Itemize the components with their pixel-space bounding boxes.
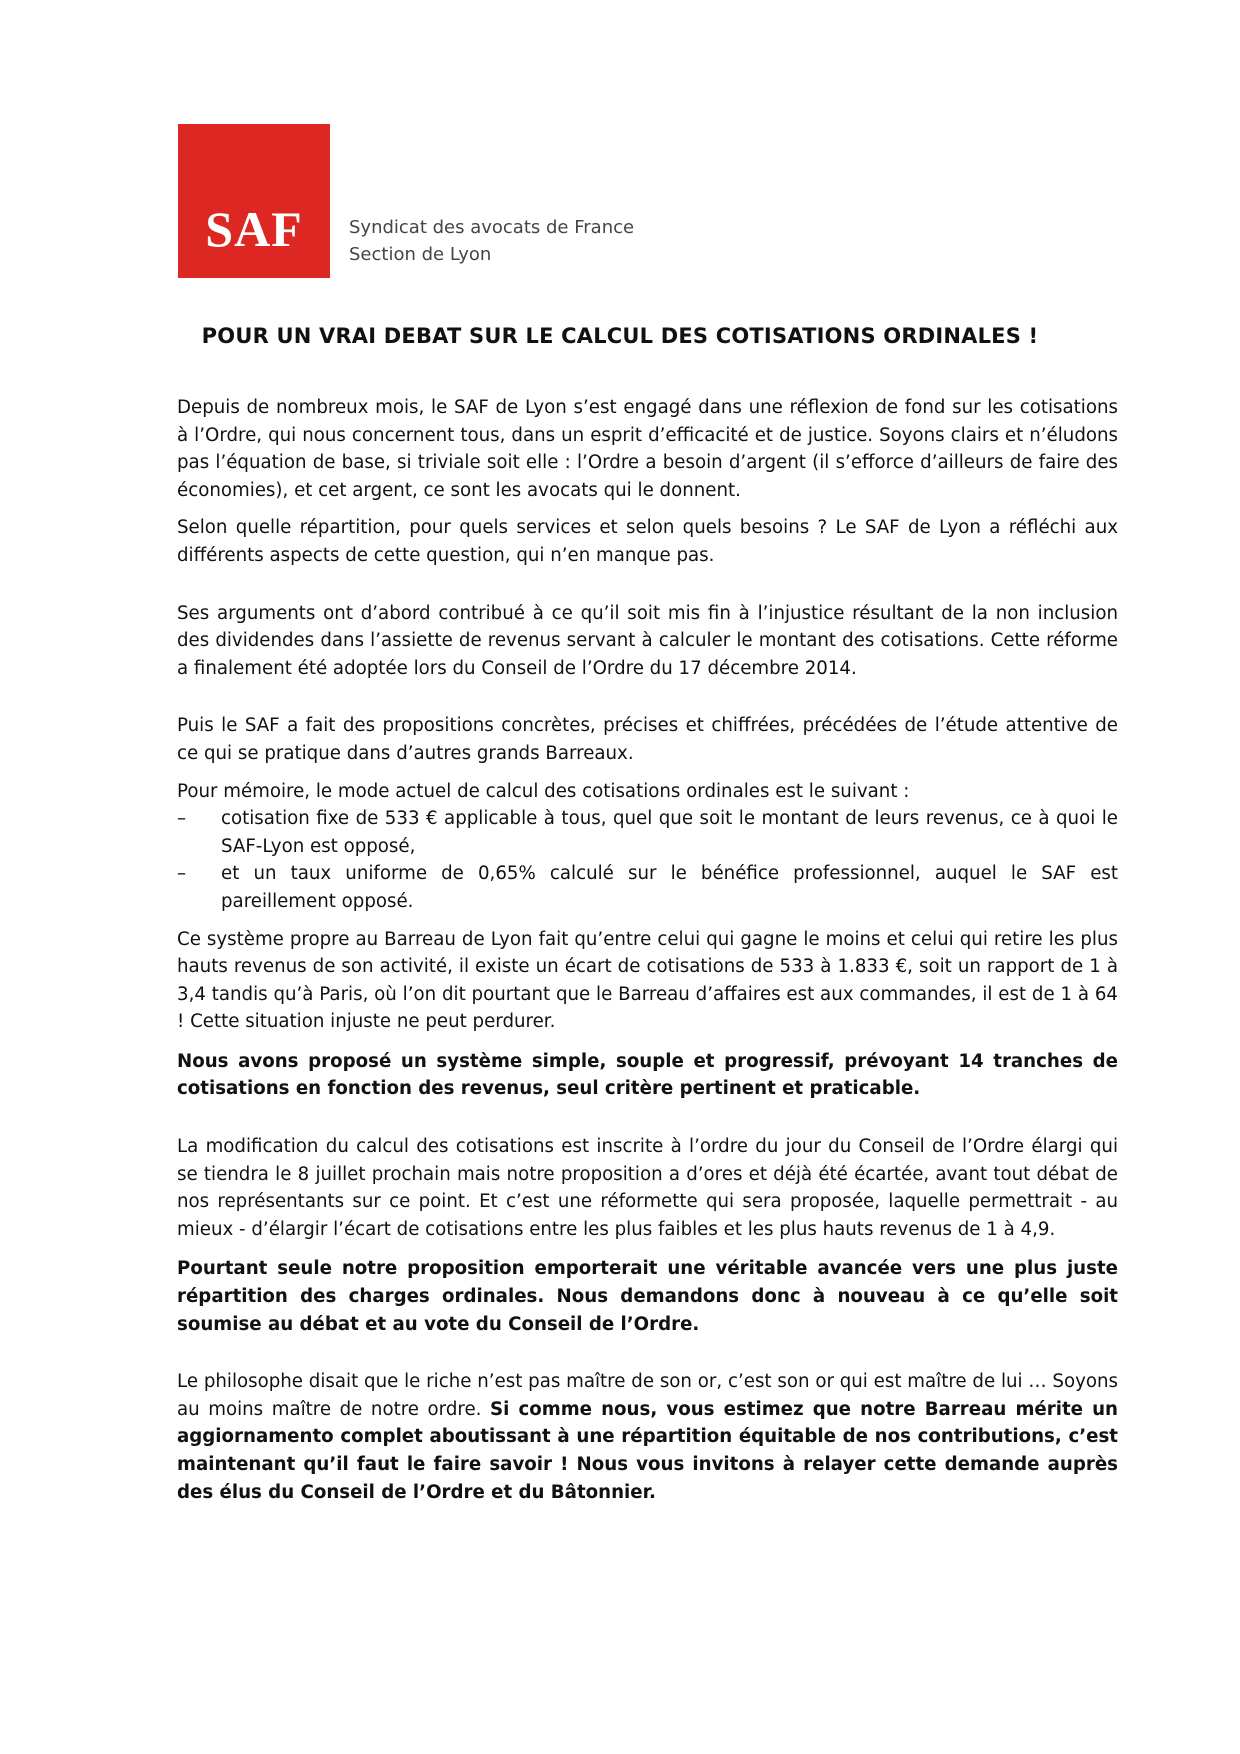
document-body bbox=[177, 394, 1118, 1506]
paragraph-1: Depuis de nombreux mois, le SAF de Lyon s’est engagé dans une réflexion de fond sur les cotisations à l’Ordre, qui nous concernent tous, dans un esprit d’efficacité et de justice. Soyons clairs et n’éludons pas l’équation de base, si triviale soit elle : l’Ordre a besoin d’argent (il s’efforce d’ailleurs de faire des économies), et cet argent, ce sont les avocats qui le donnent. bbox=[177, 397, 1118, 501]
list-dash: – bbox=[177, 863, 187, 885]
paragraph-7: Nous avons proposé un système simple, souple et progressif, prévoyant 14 tranches de cotisations en fonction des revenus, seul critère pertinent et praticable. bbox=[177, 1050, 1118, 1100]
paragraph-10 bbox=[177, 1368, 1118, 1506]
paragraph-6: Ce système propre au Barreau de Lyon fait qu’entre celui qui gagne le moins et celui qui retire les plus hauts revenus de son activité, il existe un écart de cotisations de 533 à 1.833 €, soit un rapport de 1 à 3,4 tandis qu’à Paris, où l’on dit pourtant que le Barreau d’affaires est aux commandes, il est de 1 à 64 ! Cette situation injuste ne peut perdurer. bbox=[177, 928, 1118, 1033]
organization-section: Section de Lyon bbox=[349, 244, 492, 265]
document-title: POUR UN VRAI DEBAT SUR LE CALCUL DES COTISATIONS ORDINALES ! bbox=[201, 324, 1039, 348]
list-item bbox=[177, 860, 1118, 915]
saf-logo bbox=[178, 124, 330, 278]
saf-logo-text: SAF bbox=[205, 201, 303, 257]
paragraph-4: Puis le SAF a fait des propositions concrètes, précises et chiffrées, précédées de l’étude attentive de ce qui se pratique dans d’autres grands Barreaux. bbox=[177, 715, 1118, 764]
paragraph-3: Ses arguments ont d’abord contribué à ce qu’il soit mis fin à l’injustice résultant de la non inclusion des dividendes dans l’assiette de revenus servant à calculer le montant des cotisations. Cette réforme a finalement été adoptée lors du Conseil de l’Ordre du 17 décembre 2014. bbox=[177, 602, 1118, 679]
paragraph-5: Pour mémoire, le mode actuel de calcul des cotisations ordinales est le suivant : bbox=[177, 780, 910, 802]
organization-block bbox=[349, 214, 634, 268]
list-item bbox=[177, 805, 1118, 860]
list-item-text: cotisation fixe de 533 € applicable à tous, quel que soit le montant de leurs revenus, ce à quoi le SAF-Lyon est opposé, bbox=[221, 808, 1118, 857]
organization-name: Syndicat des avocats de France bbox=[349, 217, 635, 238]
paragraph-8: La modification du calcul des cotisations est inscrite à l’ordre du jour du Conseil de l’Ordre élargi qui se tiendra le 8 juillet prochain mais notre proposition a d’ores et déjà été écartée, avant tout débat de nos représentants sur ce point. Et c’est une réformette qui sera proposée, laquelle permettrait - au mieux - d’élargir l’écart de cotisations entre les plus faibles et les plus hauts revenus de 1 à 4,9. bbox=[177, 1136, 1118, 1240]
paragraph-2: Selon quelle répartition, pour quels services et selon quels besoins ? Le SAF de Lyon a réfléchi aux différents aspects de cette question, qui n’en manque pas. bbox=[177, 517, 1118, 566]
list-dash: – bbox=[177, 808, 187, 830]
list-item-text: et un taux uniforme de 0,65% calculé sur le bénéfice professionnel, auquel le SAF est pareillement opposé. bbox=[221, 863, 1118, 912]
paragraph-9: Pourtant seule notre proposition emporterait une véritable avancée vers une plus juste répartition des charges ordinales. Nous demandons donc à nouveau à ce qu’elle soit soumise au débat et au vote du Conseil de l’Ordre. bbox=[177, 1258, 1118, 1335]
bullet-list bbox=[177, 805, 1118, 915]
paragraph-10-normal: Le philosophe disait que le riche n’est pas maître de son or, c’est son or qui est maître de lui … Soyons au moins maître de notre ordre. bbox=[177, 1371, 1118, 1420]
paragraph-10-bold: Si comme nous, vous estimez que notre Barreau mérite un aggiornamento complet aboutissant à une répartition équitable de nos contributions, c’est maintenant qu’il faut le faire savoir ! Nous vous invitons à relayer cette demande auprès des élus du Conseil de l’Ordre et du Bâtonnier. bbox=[177, 1398, 1118, 1503]
